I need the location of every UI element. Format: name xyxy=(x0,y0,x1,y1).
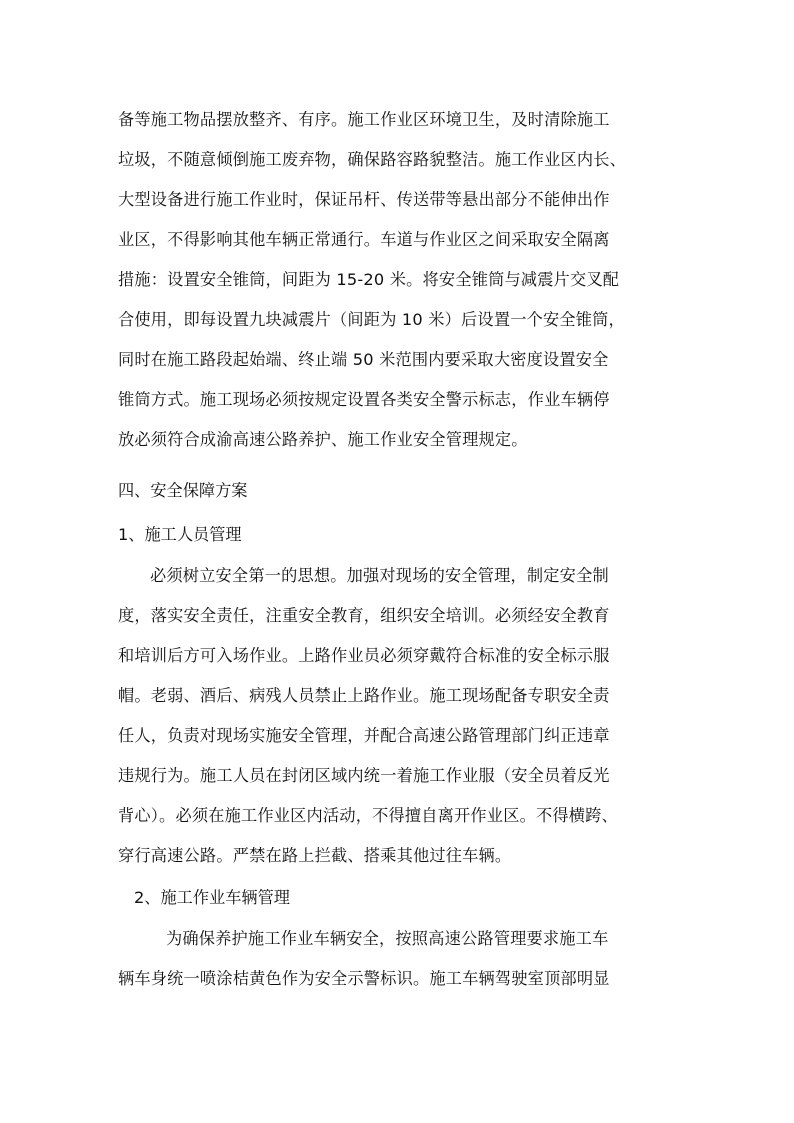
paragraph-line: 垃圾，不随意倾倒施工废弃物，确保路容路貌整洁。施工作业区内长、 xyxy=(118,150,627,169)
paragraph-line: 为确保养护施工作业车辆安全，按照高速公路管理要求施工车 xyxy=(166,929,609,948)
paragraph-line: 大型设备进行施工作业时，保证吊杆、传送带等悬出部分不能伸出作 xyxy=(118,190,610,209)
paragraph-line: 合使用，即每设置九块减震片（间距为 10 米）后设置一个安全锥筒， xyxy=(118,310,625,329)
paragraph-line: 度，落实安全责任，注重安全教育，组织安全培训。必须经安全教育 xyxy=(118,606,610,625)
paragraph-line: 放必须符合成渝高速公路养护、施工作业安全管理规定。 xyxy=(118,430,528,449)
paragraph-line: 穿行高速公路。严禁在路上拦截、搭乘其他过往车辆。 xyxy=(118,846,512,865)
paragraph-line: 措施：设置安全锥筒，间距为 15-20 米。将安全锥筒与减震片交叉配 xyxy=(118,270,620,289)
subsection-heading: 1、施工人员管理 xyxy=(118,525,242,544)
paragraph-line: 辆车身统一喷涂桔黄色作为安全示警标识。施工车辆驾驶室顶部明显 xyxy=(118,969,610,988)
paragraph-line: 业区，不得影响其他车辆正常通行。车道与作业区之间采取安全隔离 xyxy=(118,230,610,249)
paragraph-line: 任人，负责对现场实施安全管理，并配合高速公路管理部门纠正违章 xyxy=(118,726,610,745)
subsection-heading: 2、施工作业车辆管理 xyxy=(134,888,290,907)
paragraph-line: 必须树立安全第一的思想。加强对现场的安全管理，制定安全制 xyxy=(150,566,609,585)
paragraph-line: 背心）。必须在施工作业区内活动，不得擅自离开作业区。不得横跨、 xyxy=(118,806,618,825)
paragraph-line: 违规行为。施工人员在封闭区域内统一着施工作业服（安全员着反光 xyxy=(118,766,610,785)
paragraph-line: 和培训后方可入场作业。上路作业员必须穿戴符合标准的安全标示服 xyxy=(118,646,610,665)
paragraph-line: 帽。老弱、酒后、病残人员禁止上路作业。施工现场配备专职安全责 xyxy=(118,686,610,705)
paragraph-line: 备等施工物品摆放整齐、有序。施工作业区环境卫生，及时清除施工 xyxy=(118,110,610,129)
section-heading: 四、安全保障方案 xyxy=(118,481,248,500)
paragraph-line: 同时在施工路段起始端、终止端 50 米范围内要采取大密度设置安全 xyxy=(118,350,609,369)
paragraph-line: 锥筒方式。施工现场必须按规定设置各类安全警示标志，作业车辆停 xyxy=(118,390,610,409)
